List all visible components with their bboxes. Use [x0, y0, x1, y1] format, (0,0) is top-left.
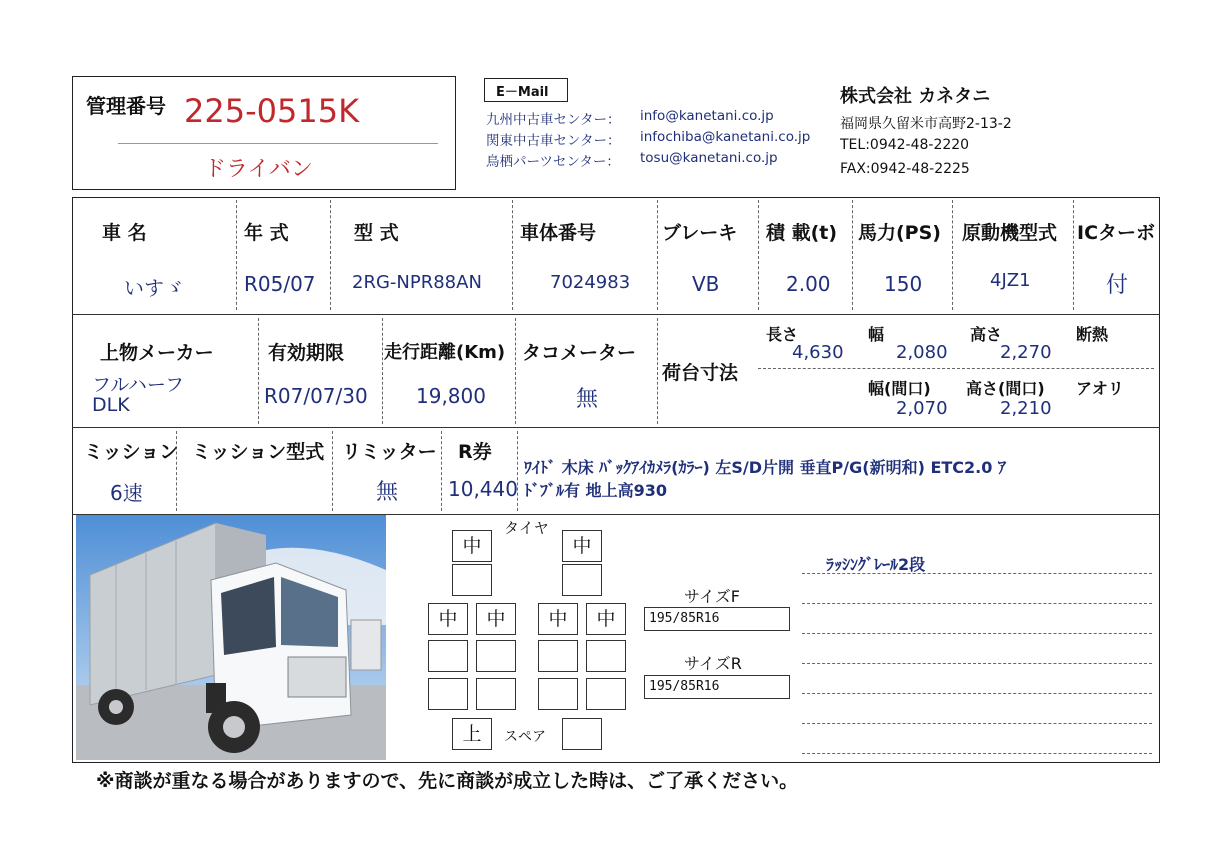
label-brake: ブレーキ	[662, 222, 738, 244]
remarks-line-2: ﾄﾞﾌﾞﾙ有 地上高930	[524, 481, 667, 500]
label-r-ken: R券	[458, 441, 492, 463]
tire-front-left-inner	[452, 564, 492, 596]
r2-sep-4	[657, 318, 658, 424]
tire-spare-2	[562, 718, 602, 750]
label-power: 馬力(PS)	[858, 222, 941, 244]
r1-sep-6	[852, 200, 853, 310]
tire-rear-left-inner-1: 中	[476, 603, 516, 635]
r1-sep-7	[952, 200, 953, 310]
value-year: R05/07	[244, 272, 316, 296]
note-rule-5	[802, 693, 1152, 694]
value-car-name: いすゞ	[124, 276, 184, 300]
tire-rear-right-inner-3	[538, 678, 578, 710]
value-vin: 7024983	[550, 272, 631, 293]
mgmt-label: 管理番号	[86, 94, 166, 118]
value-expiry: R07/07/30	[264, 384, 368, 408]
tire-spare: 上	[452, 718, 492, 750]
tire-rear-left-inner-2	[476, 640, 516, 672]
value-tachometer: 無	[576, 387, 599, 412]
r3-sep-2	[332, 431, 333, 511]
dims-height: 2,270	[1000, 342, 1052, 363]
label-ic-turbo: ICターボ	[1077, 222, 1156, 244]
value-r-ken: 10,440	[448, 477, 518, 501]
value-power: 150	[884, 272, 923, 296]
dims-length-label: 長さ	[766, 325, 799, 344]
tire-rear-right-outer-2	[586, 640, 626, 672]
note-rule-6	[802, 723, 1152, 724]
email-address-1[interactable]: info@kanetani.co.jp	[640, 108, 774, 124]
remarks-line-1: ﾜｲﾄﾞ 木床 ﾊﾞｯｸｱｲｶﾒﾗ(ｶﾗｰ) 左S/D片開 垂直P/G(新明和) ETC2.0 ｱ	[524, 458, 1006, 477]
label-load: 積 載(t)	[766, 222, 838, 244]
tire-rear-left-outer-2	[428, 640, 468, 672]
value-model: 2RG-NPR88AN	[352, 272, 482, 293]
r3-sep-3	[441, 431, 442, 511]
value-engine: 4JZ1	[990, 270, 1031, 291]
email-center-2: 関東中古車センター：	[486, 133, 621, 149]
label-body-maker: 上物メーカー	[100, 342, 214, 364]
label-mileage: 走行距離(Km)	[384, 342, 506, 363]
truck-photo	[76, 515, 386, 760]
tire-title: タイヤ	[504, 519, 549, 537]
value-mileage: 19,800	[416, 384, 486, 408]
footer-notice: ※商談が重なる場合がありますので、先に商談が成立した時は、ご了承ください。	[96, 770, 799, 792]
dims-insulation-label: 断熱	[1076, 325, 1109, 344]
note-rule-2	[802, 603, 1152, 604]
value-mission: 6速	[110, 481, 143, 505]
company-fax: FAX:0942-48-2225	[840, 161, 970, 177]
value-brake: VB	[692, 272, 720, 296]
note-rule-3	[802, 633, 1152, 634]
size-f-label: サイズF	[684, 587, 740, 606]
value-limiter: 無	[376, 480, 399, 505]
value-body-maker-1: フルハーフ	[92, 374, 184, 396]
value-ic-turbo: 付	[1106, 273, 1129, 298]
tire-rear-left-outer-1: 中	[428, 603, 468, 635]
company-address: 福岡県久留米市高野2-13-2	[840, 116, 1012, 132]
tire-rear-right-inner-1: 中	[538, 603, 578, 635]
label-engine: 原動機型式	[962, 222, 1058, 244]
company-tel: TEL:0942-48-2220	[840, 137, 970, 153]
tire-rear-left-inner-3	[476, 678, 516, 710]
label-model: 型 式	[354, 222, 399, 244]
value-body-maker-2: DLK	[92, 394, 130, 416]
r2-sep-3	[515, 318, 516, 424]
r1-sep-2	[330, 200, 331, 310]
dims-height-open-label: 高さ(間口)	[966, 379, 1045, 398]
company-name: 株式会社 カネタニ	[840, 86, 991, 107]
dims-length: 4,630	[792, 342, 844, 363]
size-r-label: サイズR	[684, 654, 742, 673]
note-rule-4	[802, 663, 1152, 664]
label-vin: 車体番号	[520, 222, 597, 244]
tire-front-right-inner	[562, 564, 602, 596]
dims-aori-label: アオリ	[1076, 379, 1124, 398]
email-center-1: 九州中古車センター：	[486, 112, 621, 128]
value-load: 2.00	[786, 272, 831, 296]
note-line-1: ﾗｯｼﾝｸﾞﾚｰﾙ2段	[826, 555, 926, 574]
note-rule-7	[802, 753, 1152, 754]
label-mission-type: ミッション型式	[192, 441, 325, 463]
tire-rear-right-inner-2	[538, 640, 578, 672]
tire-rear-right-outer-3	[586, 678, 626, 710]
tire-front-right: 中	[562, 530, 602, 562]
dims-height-open: 2,210	[1000, 398, 1052, 419]
size-r-value: 195/85R16	[644, 675, 790, 699]
tire-front-left: 中	[452, 530, 492, 562]
email-center-3: 鳥栖パーツセンター：	[486, 154, 620, 170]
tire-rear-right-outer-1: 中	[586, 603, 626, 635]
r2-sep-2	[382, 318, 383, 424]
dims-width: 2,080	[896, 342, 948, 363]
spare-label: スペア	[504, 729, 546, 745]
r2-sep-1	[258, 318, 259, 424]
dims-width-label: 幅	[868, 325, 885, 344]
mgmt-divider	[118, 143, 438, 144]
label-mission: ミッション	[84, 441, 179, 463]
size-f-value: 195/85R16	[644, 607, 790, 631]
dims-width-open-label: 幅(間口)	[868, 379, 931, 398]
note-rule-1	[802, 573, 1152, 574]
row-divider-2	[72, 427, 1160, 428]
email-address-2[interactable]: infochiba@kanetani.co.jp	[640, 129, 811, 145]
label-expiry: 有効期限	[268, 342, 345, 364]
r1-sep-3	[512, 200, 513, 310]
r1-sep-4	[657, 200, 658, 310]
tire-rear-left-outer-3	[428, 678, 468, 710]
label-tachometer: タコメーター	[522, 342, 637, 364]
r2-dims-divider	[758, 368, 1154, 369]
label-year: 年 式	[244, 222, 289, 244]
r1-sep-5	[758, 200, 759, 310]
mgmt-number: 225-0515K	[184, 92, 360, 130]
r1-sep-8	[1073, 200, 1074, 310]
r1-sep-1	[236, 200, 237, 310]
label-car-name: 車 名	[102, 222, 147, 244]
email-address-3[interactable]: tosu@kanetani.co.jp	[640, 150, 778, 166]
body-type: ドライバン	[204, 157, 313, 182]
dims-width-open: 2,070	[896, 398, 948, 419]
row-divider-1	[72, 314, 1160, 315]
dims-height-label: 高さ	[970, 325, 1003, 344]
email-label: E－Mail	[496, 85, 549, 100]
label-cargo-dims: 荷台寸法	[662, 362, 739, 384]
label-limiter: リミッター	[342, 441, 437, 463]
